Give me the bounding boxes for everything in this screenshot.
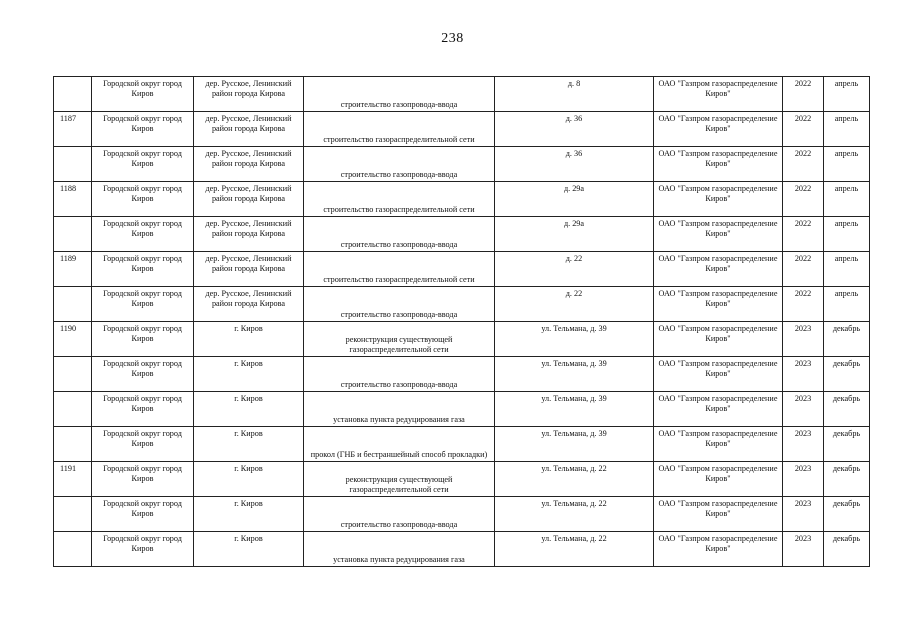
organization-cell (654, 497, 783, 532)
year-text: 2023 (794, 464, 812, 473)
address-cell (495, 532, 654, 567)
month-text: апрель (834, 254, 859, 263)
location-line: г. Киров (234, 499, 263, 508)
address-text: ул. Тельмана, д. 39 (541, 429, 607, 438)
location-line: дер. Русское, Ленинский (205, 184, 292, 193)
table-row (54, 112, 870, 147)
year-text: 2022 (794, 254, 812, 263)
location-line: дер. Русское, Ленинский (205, 114, 292, 123)
table-row (54, 287, 870, 322)
location-cell (194, 322, 304, 357)
organization-cell (654, 182, 783, 217)
district-line: Городской округ город (103, 254, 182, 263)
month-cell (824, 322, 870, 357)
address-cell (495, 392, 654, 427)
district-line: Киров (131, 439, 154, 448)
organization-line: ОАО "Газпром газораспределение (658, 149, 778, 158)
location-cell (194, 287, 304, 322)
organization-cell (654, 357, 783, 392)
address-cell (495, 217, 654, 252)
table-row (54, 392, 870, 427)
district-line: Киров (131, 404, 154, 413)
row-number-cell (54, 77, 92, 112)
table-row (54, 322, 870, 357)
month-cell (824, 217, 870, 252)
work-type-line: строительство газопровода-ввода (340, 520, 458, 529)
location-line: дер. Русское, Ленинский (205, 219, 292, 228)
month-cell (824, 497, 870, 532)
location-cell (194, 427, 304, 462)
district-line: Киров (131, 474, 154, 483)
district-cell (92, 182, 194, 217)
year-text: 2022 (794, 114, 812, 123)
district-line: Городской округ город (103, 499, 182, 508)
month-text: декабрь (832, 464, 861, 473)
row-number-cell (54, 427, 92, 462)
location-cell (194, 112, 304, 147)
address-text: ул. Тельмана, д. 39 (541, 359, 607, 368)
organization-line: ОАО "Газпром газораспределение (658, 464, 778, 473)
month-cell (824, 182, 870, 217)
organization-line: ОАО "Газпром газораспределение (658, 499, 778, 508)
year-cell (783, 182, 824, 217)
work-type-line: строительство газораспределительной сети (323, 205, 475, 214)
address-cell (495, 357, 654, 392)
year-text: 2022 (794, 219, 812, 228)
month-cell (824, 427, 870, 462)
location-cell (194, 392, 304, 427)
organization-cell (654, 147, 783, 182)
year-cell (783, 532, 824, 567)
address-cell (495, 462, 654, 497)
row-number-cell (54, 252, 92, 287)
location-line: г. Киров (234, 429, 263, 438)
year-cell (783, 497, 824, 532)
row-number-text: 1187 (60, 114, 77, 123)
organization-cell (654, 252, 783, 287)
table-row (54, 497, 870, 532)
location-line: дер. Русское, Ленинский (205, 149, 292, 158)
month-text: апрель (834, 219, 859, 228)
district-cell (92, 77, 194, 112)
work-type-cell (304, 217, 495, 252)
organization-cell (654, 392, 783, 427)
location-cell (194, 532, 304, 567)
organization-line: Киров" (705, 509, 731, 518)
row-number-text: 1189 (60, 254, 77, 263)
organization-line: ОАО "Газпром газораспределение (658, 79, 778, 88)
district-line: Городской округ город (103, 114, 182, 123)
work-type-line: реконструкция существующей (345, 335, 453, 344)
district-line: Городской округ город (103, 359, 182, 368)
organization-cell (654, 322, 783, 357)
year-cell (783, 462, 824, 497)
year-text: 2022 (794, 184, 812, 193)
organization-line: Киров" (705, 404, 731, 413)
year-cell (783, 357, 824, 392)
month-text: апрель (834, 289, 859, 298)
work-type-cell (304, 462, 495, 497)
district-cell (92, 462, 194, 497)
month-cell (824, 287, 870, 322)
row-number-cell (54, 147, 92, 182)
table-row (54, 77, 870, 112)
year-cell (783, 392, 824, 427)
location-line: г. Киров (234, 464, 263, 473)
district-line: Городской округ город (103, 219, 182, 228)
year-cell (783, 427, 824, 462)
address-cell (495, 182, 654, 217)
location-line: г. Киров (234, 394, 263, 403)
address-text: д. 36 (565, 149, 583, 158)
organization-line: Киров" (705, 544, 731, 553)
table-row (54, 182, 870, 217)
address-text: ул. Тельмана, д. 22 (541, 534, 607, 543)
organization-line: ОАО "Газпром газораспределение (658, 114, 778, 123)
address-cell (495, 287, 654, 322)
work-type-line: строительство газопровода-ввода (340, 380, 458, 389)
work-type-cell (304, 112, 495, 147)
work-type-cell (304, 497, 495, 532)
organization-line: ОАО "Газпром газораспределение (658, 359, 778, 368)
organization-cell (654, 217, 783, 252)
table-row (54, 357, 870, 392)
table-row (54, 532, 870, 567)
work-type-cell (304, 427, 495, 462)
district-line: Городской округ город (103, 79, 182, 88)
year-text: 2022 (794, 79, 812, 88)
month-text: апрель (834, 79, 859, 88)
month-cell (824, 357, 870, 392)
year-text: 2022 (794, 149, 812, 158)
district-cell (92, 392, 194, 427)
row-number-text: 1188 (60, 184, 77, 193)
month-cell (824, 462, 870, 497)
row-number-cell (54, 217, 92, 252)
month-text: декабрь (832, 499, 861, 508)
month-text: декабрь (832, 359, 861, 368)
address-cell (495, 147, 654, 182)
district-line: Киров (131, 264, 154, 273)
location-line: район города Кирова (211, 299, 286, 308)
organization-line: Киров" (705, 194, 731, 203)
district-line: Киров (131, 229, 154, 238)
district-cell (92, 252, 194, 287)
location-line: г. Киров (234, 324, 263, 333)
address-cell (495, 497, 654, 532)
address-text: д. 29а (563, 219, 585, 228)
organization-line: Киров" (705, 369, 731, 378)
district-cell (92, 357, 194, 392)
location-line: район города Кирова (211, 89, 286, 98)
organization-line: Киров" (705, 439, 731, 448)
organization-line: ОАО "Газпром газораспределение (658, 254, 778, 263)
organization-line: ОАО "Газпром газораспределение (658, 394, 778, 403)
work-type-line: установка пункта редуцирования газа (333, 555, 465, 564)
row-number-cell (54, 182, 92, 217)
year-text: 2022 (794, 289, 812, 298)
organization-cell (654, 77, 783, 112)
month-cell (824, 252, 870, 287)
organization-line: Киров" (705, 334, 731, 343)
work-type-cell (304, 182, 495, 217)
month-text: декабрь (832, 324, 861, 333)
year-cell (783, 217, 824, 252)
row-number-cell (54, 392, 92, 427)
year-text: 2023 (794, 534, 812, 543)
organization-line: ОАО "Газпром газораспределение (658, 429, 778, 438)
organization-cell (654, 112, 783, 147)
month-text: декабрь (832, 394, 861, 403)
address-text: д. 22 (565, 289, 583, 298)
work-type-line: прокол (ГНБ и бестраншейный способ прокладки) (310, 450, 488, 459)
district-line: Киров (131, 89, 154, 98)
work-type-line: газораспределительной сети (349, 485, 449, 494)
location-line: район города Кирова (211, 124, 286, 133)
district-line: Городской округ город (103, 324, 182, 333)
district-line: Киров (131, 194, 154, 203)
month-cell (824, 392, 870, 427)
table-row (54, 462, 870, 497)
address-cell (495, 112, 654, 147)
work-type-cell (304, 392, 495, 427)
year-cell (783, 147, 824, 182)
row-number-cell (54, 322, 92, 357)
location-line: район города Кирова (211, 264, 286, 273)
row-number-cell (54, 462, 92, 497)
district-cell (92, 147, 194, 182)
address-text: д. 22 (565, 254, 583, 263)
organization-line: Киров" (705, 159, 731, 168)
location-line: дер. Русское, Ленинский (205, 79, 292, 88)
year-text: 2023 (794, 499, 812, 508)
month-text: апрель (834, 184, 859, 193)
organization-line: Киров" (705, 474, 731, 483)
district-line: Городской округ город (103, 184, 182, 193)
location-cell (194, 357, 304, 392)
year-cell (783, 287, 824, 322)
organization-cell (654, 427, 783, 462)
district-line: Киров (131, 544, 154, 553)
year-cell (783, 112, 824, 147)
district-line: Городской округ город (103, 464, 182, 473)
address-text: д. 29а (563, 184, 585, 193)
address-text: ул. Тельмана, д. 22 (541, 464, 607, 473)
month-text: апрель (834, 149, 859, 158)
district-line: Городской округ город (103, 534, 182, 543)
address-cell (495, 77, 654, 112)
organization-line: Киров" (705, 264, 731, 273)
address-text: д. 8 (567, 79, 581, 88)
year-cell (783, 77, 824, 112)
work-type-cell (304, 357, 495, 392)
organization-line: ОАО "Газпром газораспределение (658, 289, 778, 298)
district-line: Киров (131, 299, 154, 308)
district-cell (92, 217, 194, 252)
table-body (54, 77, 870, 567)
work-type-line: строительство газораспределительной сети (323, 135, 475, 144)
district-line: Городской округ город (103, 149, 182, 158)
district-line: Городской округ город (103, 289, 182, 298)
location-cell (194, 77, 304, 112)
location-line: район города Кирова (211, 194, 286, 203)
location-cell (194, 147, 304, 182)
location-line: г. Киров (234, 359, 263, 368)
organization-line: ОАО "Газпром газораспределение (658, 324, 778, 333)
month-cell (824, 112, 870, 147)
work-type-cell (304, 77, 495, 112)
organization-line: Киров" (705, 299, 731, 308)
location-line: дер. Русское, Ленинский (205, 289, 292, 298)
work-type-cell (304, 287, 495, 322)
year-cell (783, 322, 824, 357)
work-type-cell (304, 252, 495, 287)
page-number: 238 (441, 31, 464, 46)
address-text: ул. Тельмана, д. 22 (541, 499, 607, 508)
address-text: ул. Тельмана, д. 39 (541, 394, 607, 403)
district-line: Городской округ город (103, 394, 182, 403)
work-type-line: строительство газопровода-ввода (340, 170, 458, 179)
organization-line: ОАО "Газпром газораспределение (658, 184, 778, 193)
row-number-text: 1190 (60, 324, 77, 333)
location-line: район города Кирова (211, 229, 286, 238)
year-text: 2023 (794, 324, 812, 333)
row-number-cell (54, 532, 92, 567)
district-line: Киров (131, 124, 154, 133)
row-number-cell (54, 112, 92, 147)
address-cell (495, 427, 654, 462)
location-line: г. Киров (234, 534, 263, 543)
year-text: 2023 (794, 359, 812, 368)
address-text: ул. Тельмана, д. 39 (541, 324, 607, 333)
work-type-line: строительство газопровода-ввода (340, 310, 458, 319)
work-type-line: реконструкция существующей (345, 475, 453, 484)
organization-line: ОАО "Газпром газораспределение (658, 534, 778, 543)
organization-line: Киров" (705, 229, 731, 238)
row-number-text: 1191 (60, 464, 77, 473)
table-row (54, 217, 870, 252)
district-line: Городской округ город (103, 429, 182, 438)
address-cell (495, 252, 654, 287)
month-cell (824, 532, 870, 567)
organization-line: ОАО "Газпром газораспределение (658, 219, 778, 228)
work-type-line: строительство газопровода-ввода (340, 100, 458, 109)
year-cell (783, 252, 824, 287)
row-number-cell (54, 357, 92, 392)
work-type-line: строительство газораспределительной сети (323, 275, 475, 284)
work-type-cell (304, 147, 495, 182)
district-line: Киров (131, 159, 154, 168)
address-text: д. 36 (565, 114, 583, 123)
row-number-cell (54, 287, 92, 322)
district-cell (92, 532, 194, 567)
year-text: 2023 (794, 394, 812, 403)
work-type-cell (304, 532, 495, 567)
organization-cell (654, 287, 783, 322)
location-line: дер. Русское, Ленинский (205, 254, 292, 263)
location-cell (194, 462, 304, 497)
row-number-cell (54, 497, 92, 532)
organization-cell (654, 532, 783, 567)
location-cell (194, 182, 304, 217)
month-text: апрель (834, 114, 859, 123)
work-type-line: установка пункта редуцирования газа (333, 415, 465, 424)
district-cell (92, 497, 194, 532)
location-cell (194, 252, 304, 287)
table-row (54, 427, 870, 462)
district-line: Киров (131, 509, 154, 518)
district-cell (92, 322, 194, 357)
gas-works-table (53, 76, 870, 567)
month-text: декабрь (832, 534, 861, 543)
district-cell (92, 427, 194, 462)
organization-line: Киров" (705, 89, 731, 98)
location-cell (194, 497, 304, 532)
table-row (54, 147, 870, 182)
location-cell (194, 217, 304, 252)
table-row (54, 252, 870, 287)
district-cell (92, 287, 194, 322)
organization-line: Киров" (705, 124, 731, 133)
location-line: район города Кирова (211, 159, 286, 168)
month-cell (824, 77, 870, 112)
year-text: 2023 (794, 429, 812, 438)
district-cell (92, 112, 194, 147)
work-type-line: строительство газопровода-ввода (340, 240, 458, 249)
month-cell (824, 147, 870, 182)
work-type-cell (304, 322, 495, 357)
month-text: декабрь (832, 429, 861, 438)
district-line: Киров (131, 369, 154, 378)
work-type-line: газораспределительной сети (349, 345, 449, 354)
address-cell (495, 322, 654, 357)
organization-cell (654, 462, 783, 497)
district-line: Киров (131, 334, 154, 343)
